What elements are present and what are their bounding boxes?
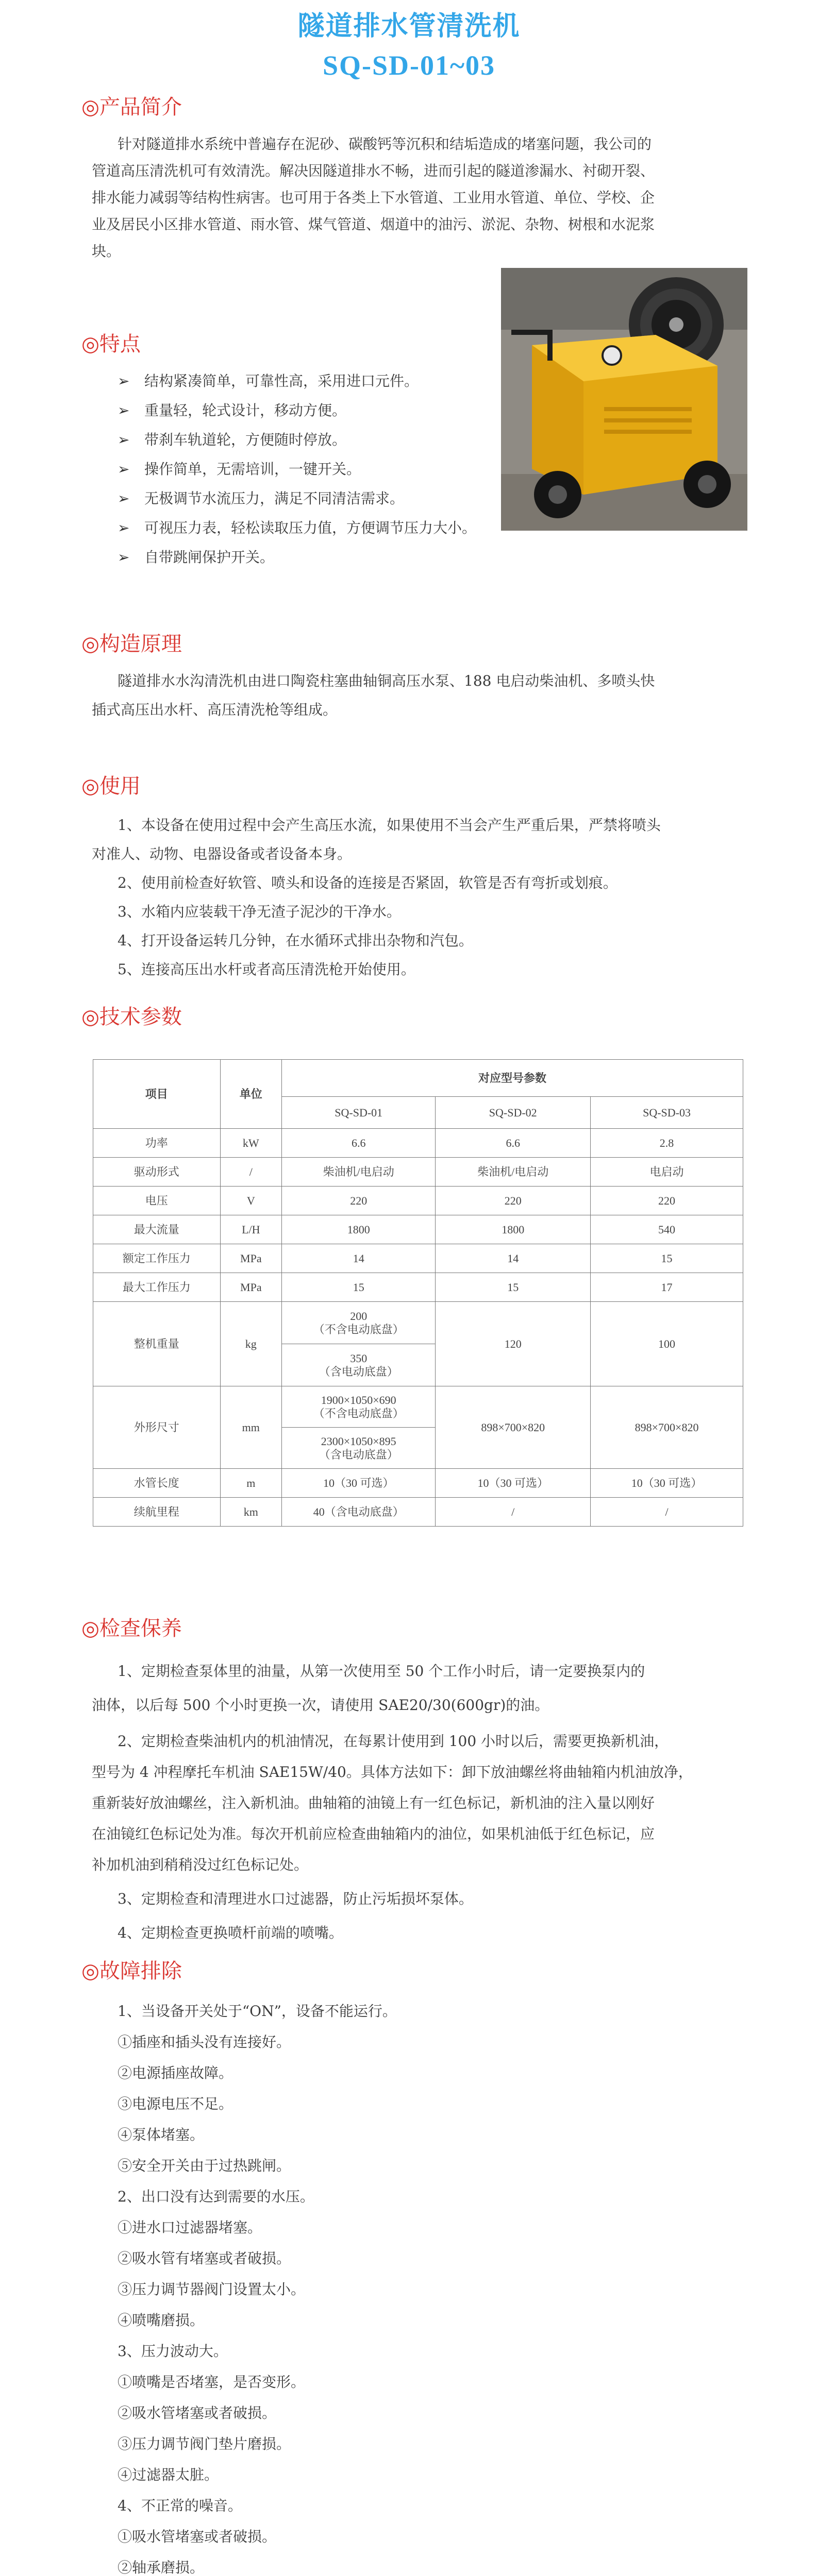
table-cell: 1800 [436, 1215, 591, 1244]
feature-item [118, 370, 419, 391]
table-cell: 外形尺寸 [93, 1386, 221, 1469]
table-cell: V [220, 1187, 282, 1215]
table-header-row [93, 1060, 743, 1097]
feature-item [118, 546, 274, 567]
troubleshooting-line: ④过滤器太脏。 [118, 2466, 219, 2483]
table-cell: / [436, 1498, 591, 1527]
table-cell: kg [220, 1302, 282, 1386]
troubleshooting-line: ④泵体堵塞。 [118, 2126, 205, 2143]
table-cell: km [220, 1498, 282, 1527]
table-cell: 续航里程 [93, 1498, 221, 1527]
header-model-3: SQ-SD-03 [591, 1097, 743, 1129]
intro-line: 排水能力减弱等结构性病害。也可用于各类上下水管道、工业用水管道、单位、学校、企 [92, 189, 655, 206]
spec-table [93, 1059, 743, 1527]
table-cell: 220 [282, 1187, 436, 1215]
feature-item [118, 487, 404, 508]
table-cell: / [591, 1498, 743, 1527]
arrow-bullet-icon: ➢ [118, 402, 130, 419]
section-specs-heading: ◎技术参数 [81, 1005, 182, 1029]
table-cell: 2.8 [591, 1129, 743, 1158]
feature-item [118, 429, 346, 449]
maintenance-line: 补加机油到稍稍没过红色标记处。 [92, 1856, 309, 1873]
troubleshooting-line: ②吸水管有堵塞或者破损。 [118, 2250, 291, 2267]
table-cell: 10（30 可选） [436, 1469, 591, 1498]
troubleshooting-line: ④喷嘴磨损。 [118, 2312, 205, 2329]
cell-value: 1900×1050×690 [321, 1393, 396, 1406]
troubleshooting-line: ③电源电压不足。 [118, 2095, 233, 2112]
intro-line: 针对隧道排水系统中普遍存在泥砂、碳酸钙等沉积和结垢造成的堵塞问题，我公司的 [118, 135, 652, 152]
table-row [93, 1244, 743, 1273]
table-cell: 柴油机/电启动 [436, 1158, 591, 1187]
header-models: 对应型号参数 [282, 1060, 743, 1097]
intro-line: 管道高压清洗机可有效清洗。解决因隧道排水不畅，进而引起的隧道渗漏水、衬砌开裂、 [92, 162, 655, 179]
table-cell: 15 [436, 1273, 591, 1302]
header-model-2: SQ-SD-02 [436, 1097, 591, 1129]
arrow-bullet-icon: ➢ [118, 549, 130, 566]
section-features-heading: ◎特点 [81, 332, 141, 356]
cell-note: （含电动底盘） [319, 1365, 398, 1378]
usage-line: 4、打开设备运转几分钟，在水循环式排出杂物和汽包。 [118, 932, 473, 949]
principle-line: 隧道排水水沟清洗机由进口陶瓷柱塞曲轴铜高压水泵、188 电启动柴油机、多喷头快 [118, 672, 655, 689]
section-principle-heading: ◎构造原理 [81, 632, 182, 656]
table-cell: 120 [436, 1302, 591, 1386]
table-cell [282, 1302, 436, 1344]
cell-value: 200 [350, 1309, 368, 1323]
section-usage-heading: ◎使用 [81, 774, 141, 798]
usage-line: 1、本设备在使用过程中会产生高压水流，如果使用不当会产生严重后果，严禁将喷头 [118, 817, 661, 834]
troubleshooting-line: ②轴承磨损。 [118, 2559, 205, 2576]
table-cell: 6.6 [282, 1129, 436, 1158]
table-cell: 14 [436, 1244, 591, 1273]
header-model-1: SQ-SD-01 [282, 1097, 436, 1129]
table-cell: 电启动 [591, 1158, 743, 1187]
arrow-bullet-icon: ➢ [118, 461, 130, 478]
table-cell: 6.6 [436, 1129, 591, 1158]
table-row [93, 1386, 743, 1428]
maintenance-line: 4、定期检查更换喷杆前端的喷嘴。 [118, 1924, 343, 1941]
troubleshooting-line: 1、当设备开关处于“ON”，设备不能运行。 [118, 2003, 397, 2020]
troubleshooting-line: ①喷嘴是否堵塞，是否变形。 [118, 2374, 306, 2391]
table-cell: 整机重量 [93, 1302, 221, 1386]
product-photo [501, 268, 747, 531]
table-cell: 柴油机/电启动 [282, 1158, 436, 1187]
troubleshooting-line: ③压力调节器阀门设置太小。 [118, 2281, 306, 2298]
usage-line: 2、使用前检查好软管、喷头和设备的连接是否紧固，软管是否有弯折或划痕。 [118, 874, 617, 891]
header-unit: 单位 [220, 1060, 282, 1129]
table-cell: 220 [591, 1187, 743, 1215]
table-cell: 额定工作压力 [93, 1244, 221, 1273]
feature-item [118, 458, 361, 479]
table-cell: 898×700×820 [591, 1386, 743, 1469]
feature-item [118, 399, 346, 420]
feature-text: 带刹车轨道轮，方便随时停放。 [144, 431, 347, 448]
table-cell: 10（30 可选） [282, 1469, 436, 1498]
usage-line: 对准人、动物、电器设备或者设备本身。 [92, 845, 352, 862]
section-maintenance-heading: ◎检查保养 [81, 1617, 182, 1640]
table-cell: 水管长度 [93, 1469, 221, 1498]
feature-text: 自带跳闸保护开关。 [144, 549, 275, 566]
table-cell [282, 1386, 436, 1428]
table-cell: 15 [282, 1273, 436, 1302]
table-cell: 40（含电动底盘） [282, 1498, 436, 1527]
cell-note: （不含电动底盘） [313, 1323, 404, 1336]
table-cell: mm [220, 1386, 282, 1469]
arrow-bullet-icon: ➢ [118, 490, 130, 507]
arrow-bullet-icon: ➢ [118, 372, 130, 389]
table-cell: m [220, 1469, 282, 1498]
table-cell: 驱动形式 [93, 1158, 221, 1187]
maintenance-line: 型号为 4 冲程摩托车机油 SAE15W/40。具体方法如下：卸下放油螺丝将曲轴箱内机油放净， [92, 1764, 693, 1781]
maintenance-line: 在油镜红色标记处为准。每次开机前应检查曲轴箱内的油位，如果机油低于红色标记，应 [92, 1825, 655, 1842]
maintenance-line: 油体，以后每 500 个小时更换一次，请使用 SAE20/30(600gr)的油。 [92, 1697, 549, 1714]
table-cell: 1800 [282, 1215, 436, 1244]
troubleshooting-line: ⑤安全开关由于过热跳闸。 [118, 2157, 291, 2174]
table-cell: 100 [591, 1302, 743, 1386]
table-cell: 14 [282, 1244, 436, 1273]
table-cell: 功率 [93, 1129, 221, 1158]
table-cell: 10（30 可选） [591, 1469, 743, 1498]
table-row [93, 1302, 743, 1344]
table-cell: / [220, 1158, 282, 1187]
troubleshooting-line: ①插座和插头没有连接好。 [118, 2033, 291, 2050]
cell-note: （不含电动底盘） [313, 1406, 404, 1420]
usage-line: 3、水箱内应装载干净无渣子泥沙的干净水。 [118, 903, 401, 920]
troubleshooting-line: 4、不正常的噪音。 [118, 2497, 242, 2514]
table-cell: L/H [220, 1215, 282, 1244]
feature-text: 可视压力表，轻松读取压力值，方便调节压力大小。 [144, 519, 477, 536]
table-cell: 220 [436, 1187, 591, 1215]
table-row [93, 1469, 743, 1498]
header-item: 项目 [93, 1060, 221, 1129]
troubleshooting-line: ①进水口过滤器堵塞。 [118, 2219, 262, 2236]
arrow-bullet-icon: ➢ [118, 519, 130, 536]
table-cell: 电压 [93, 1187, 221, 1215]
feature-text: 重量轻，轮式设计，移动方便。 [144, 402, 347, 419]
maintenance-line: 2、定期检查柴油机内的机油情况，在每累计使用到 100 小时以后，需要更换新机油， [118, 1733, 669, 1750]
feature-text: 无极调节水流压力，满足不同清洁需求。 [144, 490, 405, 507]
section-intro-heading: ◎产品简介 [81, 95, 182, 119]
table-cell: kW [220, 1129, 282, 1158]
table-cell: 540 [591, 1215, 743, 1244]
troubleshooting-line: ①吸水管堵塞或者破损。 [118, 2528, 277, 2545]
table-cell: MPa [220, 1244, 282, 1273]
feature-item [118, 517, 476, 537]
table-row [93, 1498, 743, 1527]
table-row [93, 1215, 743, 1244]
troubleshooting-line: 2、出口没有达到需要的水压。 [118, 2188, 314, 2205]
cell-value: 350 [350, 1351, 368, 1365]
table-cell: 15 [591, 1244, 743, 1273]
cell-note: （含电动底盘） [319, 1448, 398, 1461]
maintenance-line: 重新装好放油螺丝，注入新机油。曲轴箱的油镜上有一红色标记，新机油的注入量以刚好 [92, 1794, 655, 1811]
principle-line: 插式高压出水杆、高压清洗枪等组成。 [92, 701, 338, 718]
page-title: 隧道排水管清洗机 [297, 10, 521, 42]
arrow-bullet-icon: ➢ [118, 431, 130, 448]
model-number: SQ-SD-01~03 [322, 50, 496, 81]
troubleshooting-line: ②电源插座故障。 [118, 2064, 233, 2081]
section-troubleshooting-heading: ◎故障排除 [81, 1959, 182, 1983]
intro-line: 块。 [92, 243, 121, 260]
table-cell: 17 [591, 1273, 743, 1302]
table-row [93, 1273, 743, 1302]
table-cell: 898×700×820 [436, 1386, 591, 1469]
table-row [93, 1158, 743, 1187]
table-cell: 最大工作压力 [93, 1273, 221, 1302]
table-cell [282, 1344, 436, 1386]
feature-text: 结构紧凑简单，可靠性高，采用进口元件。 [144, 372, 419, 389]
table-cell: MPa [220, 1273, 282, 1302]
table-cell [282, 1428, 436, 1469]
table-row [93, 1187, 743, 1215]
troubleshooting-line: 3、压力波动大。 [118, 2343, 228, 2360]
table-row [93, 1129, 743, 1158]
usage-line: 5、连接高压出水杆或者高压清洗枪开始使用。 [118, 961, 415, 978]
maintenance-line: 1、定期检查泵体里的油量，从第一次使用至 50 个工作小时后，请一定要换泵内的 [118, 1663, 645, 1680]
troubleshooting-line: ③压力调节阀门垫片磨损。 [118, 2435, 291, 2452]
maintenance-line: 3、定期检查和清理进水口过滤器，防止污垢损坏泵体。 [118, 1890, 473, 1907]
table-cell: 最大流量 [93, 1215, 221, 1244]
intro-line: 业及居民小区排水管道、雨水管、煤气管道、烟道中的油污、淤泥、杂物、树根和水泥浆 [92, 216, 655, 233]
cell-value: 2300×1050×895 [321, 1434, 396, 1448]
troubleshooting-line: ②吸水管堵塞或者破损。 [118, 2404, 277, 2421]
feature-text: 操作简单，无需培训，一键开关。 [144, 461, 361, 478]
machine-illustration [501, 268, 747, 531]
